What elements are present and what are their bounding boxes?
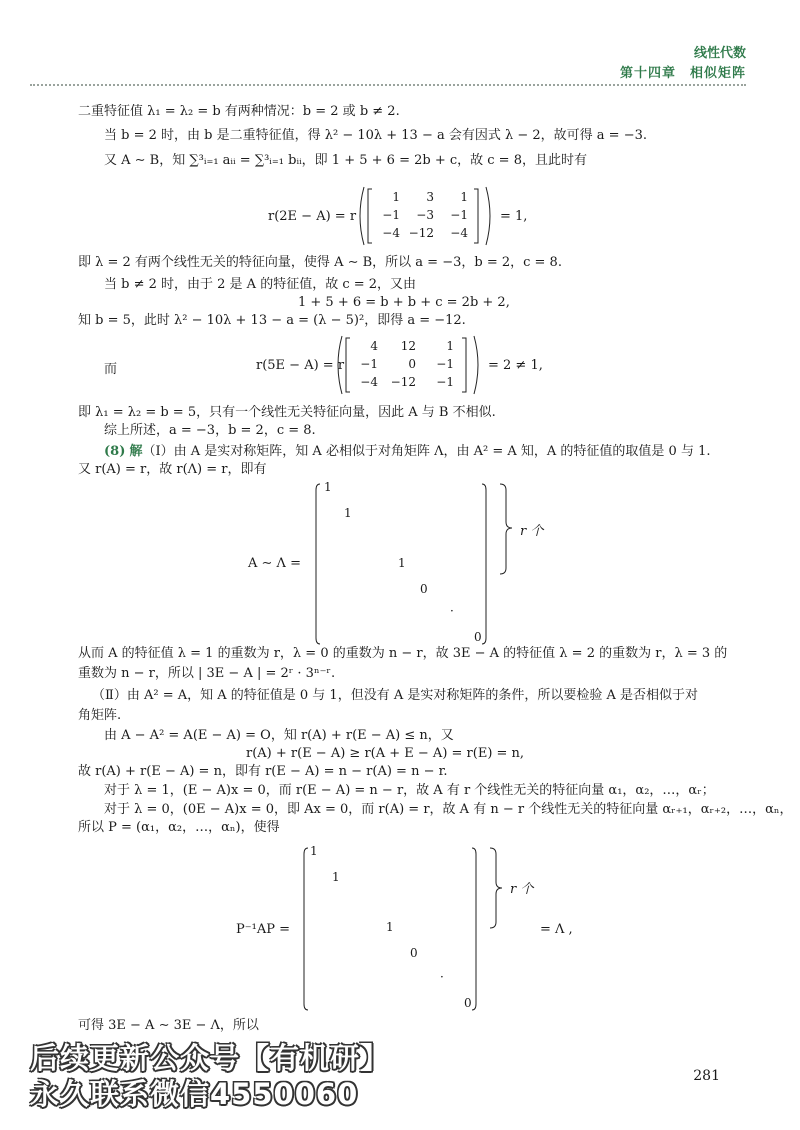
matrix-entry: 4 [370, 339, 378, 353]
r-count-label: r 个 [510, 882, 534, 897]
book-title: 线性代数 [693, 46, 746, 61]
matrix-entry: 1 [392, 190, 400, 204]
matrix-entry: −4 [360, 375, 378, 389]
matrix-entry: −1 [450, 208, 468, 222]
text-line: （Ⅱ）由 A² = A，知 A 的特征值是 0 与 1，但没有 A 是实对称矩阵的条件，所以要检验 A 是否相似于对 [92, 688, 699, 703]
matrix-entry: 12 [400, 339, 416, 353]
diag-entry: 1 [310, 844, 318, 858]
text-line: 即 λ₁ = λ₂ = b = 5，只有一个线性无关特征向量，因此 A 与 B 不相似. [78, 405, 496, 420]
text-line: 又 r(A) = r，故 r(Λ) = r，即有 [78, 462, 267, 477]
text-line [104, 443, 710, 461]
matrix-entry: 0 [408, 357, 416, 371]
matrix-entry: −1 [360, 357, 378, 371]
matrix-entry: −1 [436, 375, 454, 389]
diag-entry: · [450, 604, 454, 618]
text-line: 角矩阵. [78, 708, 122, 723]
text-line: 二重特征值 λ₁ = λ₂ = b 有两种情况：b = 2 或 b ≠ 2. [78, 104, 400, 119]
eq3-left: A ∼ Λ = [248, 556, 301, 571]
text-line: r(A) + r(E − A) ≥ r(A + E − A) = r(E) = n, [246, 746, 525, 761]
matrix-entry: −3 [416, 208, 434, 222]
text-span: （Ⅰ）由 A 是实对称矩阵，知 A 必相似于对角矩阵 Λ，由 A² = A 知，A 的特征值的取值是 0 与 1. [142, 444, 711, 459]
diag-entry: 1 [324, 480, 332, 494]
chapter-title: 相似矩阵 [689, 66, 746, 81]
chapter-heading [620, 62, 746, 81]
diag-entry: 0 [410, 946, 418, 960]
text-line: 所以 P = (α₁，α₂，…，αₙ)，使得 [78, 820, 280, 835]
diag-entry: 1 [398, 556, 406, 570]
diag-entry: 0 [464, 996, 472, 1010]
diag-entry: 0 [420, 582, 428, 596]
matrix-entry: −12 [390, 375, 416, 389]
matrix-entry: 1 [446, 339, 454, 353]
diag-entry: 0 [474, 630, 482, 644]
text-line: 从而 A 的特征值 λ = 1 的重数为 r，λ = 0 的重数为 n − r，故 3E − A 的特征值 λ = 2 的重数为 r，λ = 3 的 [78, 646, 728, 661]
eq2-right: = 2 ≠ 1, [488, 358, 543, 373]
text-line: 可得 3E − A ∼ 3E − Λ，所以 [78, 1018, 259, 1033]
text-line: 对于 λ = 0，(0E − A)x = 0，即 Ax = 0，而 r(A) = r，故 A 有 n − r 个线性无关的特征向量 αᵣ₊₁，αᵣ₊₂，…，αₙ， [104, 802, 793, 817]
watermark-line1: 后续更新公众号【有机研】 [30, 1041, 391, 1075]
header-divider [30, 84, 746, 86]
watermark-line2: 永久联系微信4550060 [30, 1077, 359, 1111]
text-line: 1 + 5 + 6 = b + b + c = 2b + 2, [298, 295, 510, 310]
text-line: 知 b = 5，此时 λ² − 10λ + 13 − a = (λ − 5)²，即得 a = −12. [78, 313, 466, 328]
text-line: 故 r(A) + r(E − A) = n，即有 r(E − A) = n − r(A) = n − r. [78, 764, 448, 779]
problem-number: (8) [104, 444, 126, 459]
text-line: 由 A − A² = A(E − A) = O，知 r(A) + r(E − A) ≤ n，又 [104, 728, 454, 743]
text-line: 又 A ∼ B，知 ∑³ᵢ₌₁ aᵢᵢ = ∑³ᵢ₌₁ bᵢᵢ，即 1 + 5 + 6 = 2b + c，故 c = 8，且此时有 [104, 153, 587, 168]
matrix-entry: 1 [460, 190, 468, 204]
diag-entry: 1 [332, 870, 340, 884]
chapter-number: 第十四章 [619, 66, 676, 81]
diag-entry: · [440, 970, 444, 984]
matrix-entry: −4 [450, 226, 468, 240]
matrix-entry: −1 [436, 357, 454, 371]
text-er: 而 [104, 362, 118, 377]
diag-entry: 1 [386, 920, 394, 934]
page-number: 281 [693, 1068, 720, 1084]
r-count-label: r 个 [520, 524, 544, 539]
matrix-entry: −1 [382, 208, 400, 222]
eq4-left: P⁻¹AP = [236, 922, 290, 937]
matrix-entry: 3 [426, 190, 434, 204]
solution-label: 解 [129, 444, 143, 459]
eq1-left: r(2E − A) = r [268, 209, 357, 224]
eq2-left: r(5E − A) = r [256, 358, 345, 373]
matrix-entry: −12 [408, 226, 434, 240]
diag-entry: 1 [344, 506, 352, 520]
text-line: 当 b = 2 时，由 b 是二重特征值，得 λ² − 10λ + 13 − a 会有因式 λ − 2，故可得 a = −3. [104, 128, 647, 143]
eq1-right: = 1, [500, 209, 528, 224]
text-line: 即 λ = 2 有两个线性无关的特征向量，使得 A ∼ B，所以 a = −3，b = 2，c = 8. [78, 255, 562, 270]
matrix-entry: −4 [382, 226, 400, 240]
text-line: 综上所述，a = −3，b = 2，c = 8. [104, 423, 316, 438]
text-line: 对于 λ = 1，(E − A)x = 0，而 r(E − A) = n − r，故 A 有 r 个线性无关的特征向量 α₁，α₂，…，αᵣ； [104, 783, 715, 798]
text-line: 当 b ≠ 2 时，由于 2 是 A 的特征值，故 c = 2，又由 [104, 277, 417, 292]
text-line: 重数为 n − r，所以 | 3E − A | = 2ʳ · 3ⁿ⁻ʳ. [78, 666, 336, 681]
eq4-right: = Λ , [540, 922, 573, 937]
